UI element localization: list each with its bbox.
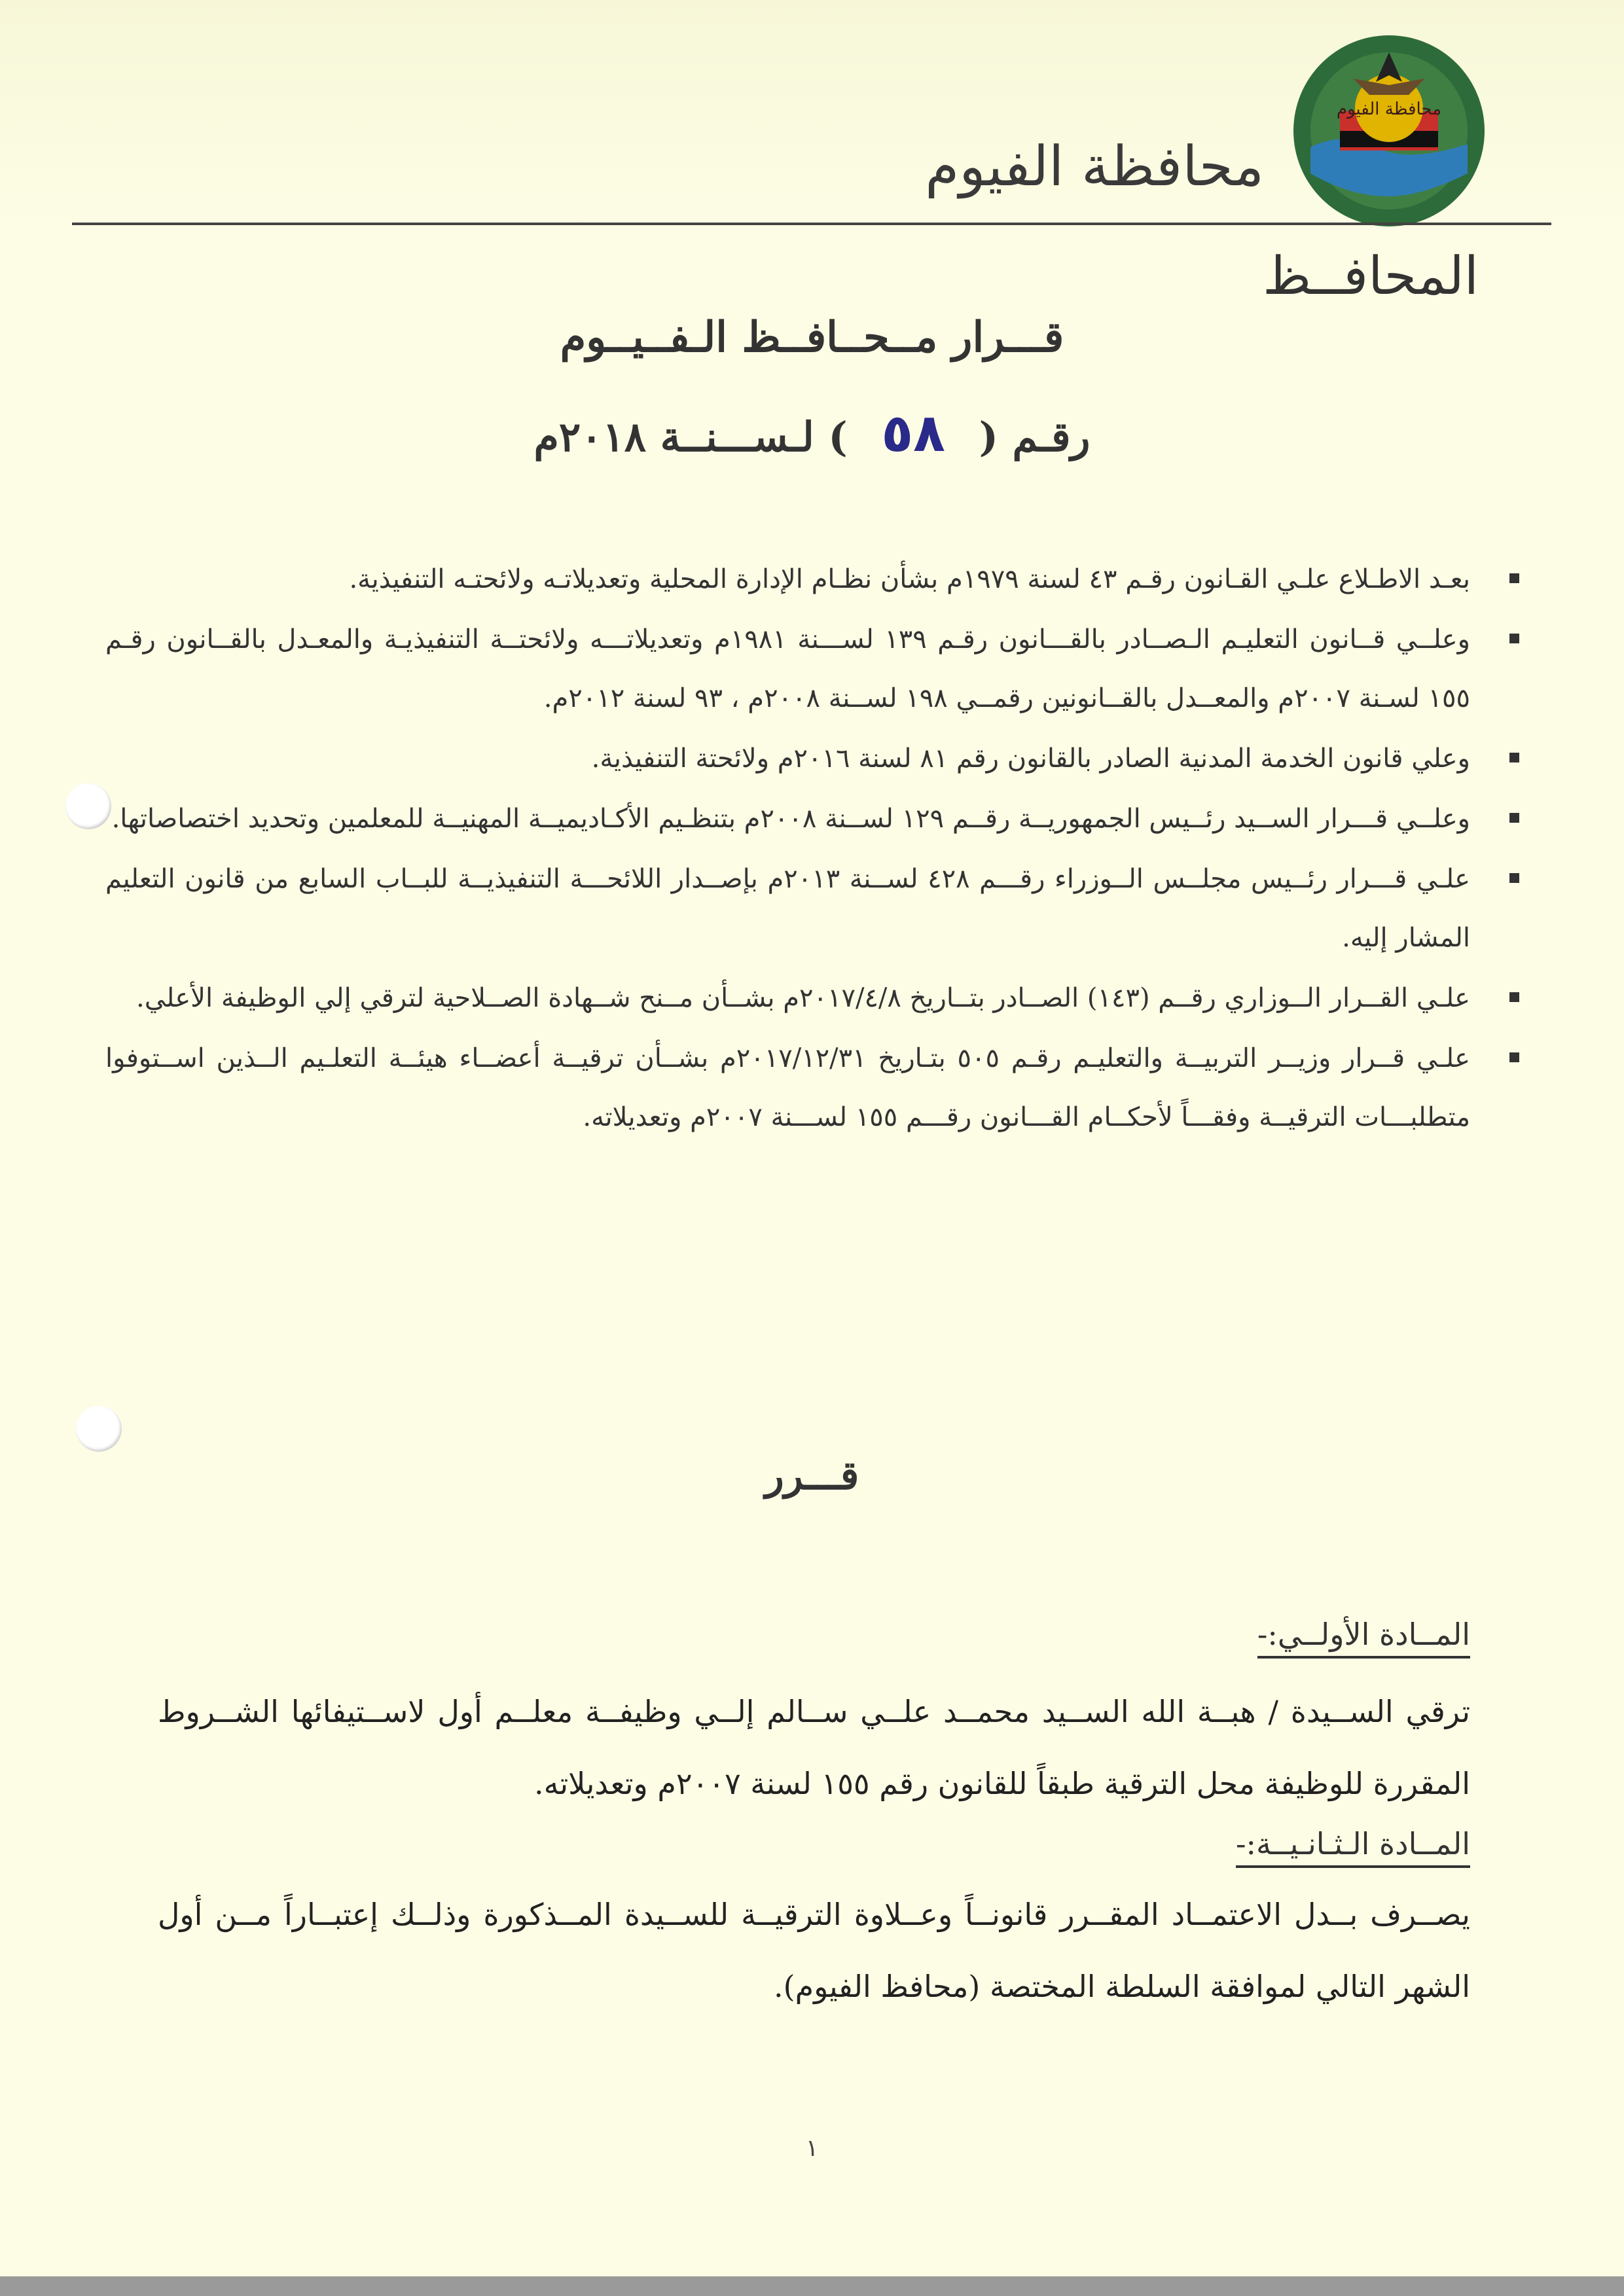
preamble-item: وعلــي قــانون التعليـم الـصــادر بالقـــانون رقـم ١٣٩ لســـنة ١٩٨١م وتعديلاتـــه ولائحتــة التنفيذيـة والمعـدل بالقــانون رقـم ١٥٥ لسـنة ٢٠٠٧م والمعــدل بالقــانونين رقمــي ١٩٨ لســنة ٢٠٠٨م ، ٩٣ لسنة ٢٠١٢م. [105,610,1526,728]
article-1-title: المــادة الأولــي:- [1257,1617,1470,1659]
letterhead [0,13,1624,236]
square-bullet-icon [1509,992,1519,1002]
page-number: ١ [805,2135,819,2162]
square-bullet-icon [1509,573,1519,583]
decree-title: قـــرار مــحــافــظ الـفــيــوم [560,313,1064,362]
square-bullet-icon [1509,813,1519,823]
number-suffix: ) لـســـنــة ٢٠١٨م [533,413,848,461]
article-1-body: ترقي الســيدة / هبــة الله الســيد محمــد علــي ســالم إلــي وظيفــة معلــم أول لاســتيفائها الشــروط المقررة للوظيفة محل الترقية طبقاً للقانون رقم ١٥٥ لسنة ٢٠٠٧م وتعديلاته. [158,1694,1470,1801]
seal-lettering: محافظة الفيوم [1336,99,1442,119]
preamble-item: وعلــي قـــرار الســيد رئــيس الجمهوريــة رقــم ١٢٩ لســنة ٢٠٠٨م بتنظـيم الأكـاديميــة المهنيــة للمعلمين وتحديد اختصاصاتها. [105,789,1526,848]
handwritten-decree-number: ٥٨ [881,403,945,463]
preamble-item: علـي قــرار وزيــر التربيــة والتعليـم رقـم ٥٠٥ بتـاريخ ٢٠١٧/١٢/٣١م بشــأن ترقيــة أعضــاء هيئــة التعلـيم الــذين اســتوفوا متطلبـــات الترقيــة وفقـــاً لأحكــام القـــانون رقـــم ١٥٥ لســـنة ٢٠٠٧م وتعديلاته. [105,1029,1526,1147]
governorate-name: محافظة الفيوم [925,134,1264,198]
governorate-seal-icon [1291,33,1487,229]
preamble-item: بعـد الاطـلاع علـي القـانون رقـم ٤٣ لسنة ١٩٧٩م بشأن نظـام الإدارة المحلية وتعديلاتـه ولائحتـه التنفيذية. [105,550,1526,609]
square-bullet-icon [1509,1052,1519,1062]
preamble-item: وعلي قانون الخدمة المدنية الصادر بالقانون رقم ٨١ لسنة ٢٠١٦م ولائحتة التنفيذية. [105,729,1526,788]
square-bullet-icon [1509,753,1519,762]
preamble-list [105,550,1526,1148]
punch-hole [76,1406,122,1452]
number-prefix: رقـم ( [979,413,1091,461]
preamble-item: علـي قـــرار رئــيس مجلــس الــوزراء رقـــم ٤٢٨ لســنة ٢٠١٣م بإصــدار اللائحـــة التنفيذيــة للبــاب السابع من قانون التعليم المشار إليه. [105,850,1526,967]
decides-heading: قـــرر [765,1453,859,1499]
square-bullet-icon [1509,873,1519,883]
punch-hole [65,783,111,829]
scan-edge [0,2276,1624,2296]
article-2-title: المــادة الـثـانـيــة:- [1236,1826,1470,1868]
decree-number-line [0,403,1624,463]
preamble-item: علـي القــرار الــوزاري رقــم (١٤٣) الصــادر بتــاريخ ٢٠١٧/٤/٨م بشــأن مــنح شــهادة الصــلاحية لترقي إلي الوظيفة الأعلي. [105,969,1526,1028]
square-bullet-icon [1509,634,1519,643]
header-divider [72,223,1551,225]
article-2-body: يصــرف بــدل الاعتمــاد المقــرر قانونــاً وعــلاوة الترقيــة للســيدة المــذكورة وذلــك إعتبــاراً مــن أول الشهر التالي لموافقة السلطة المختصة (محافظ الفيوم). [158,1897,1470,2004]
issuer-role: المحافــظ [1263,245,1479,306]
